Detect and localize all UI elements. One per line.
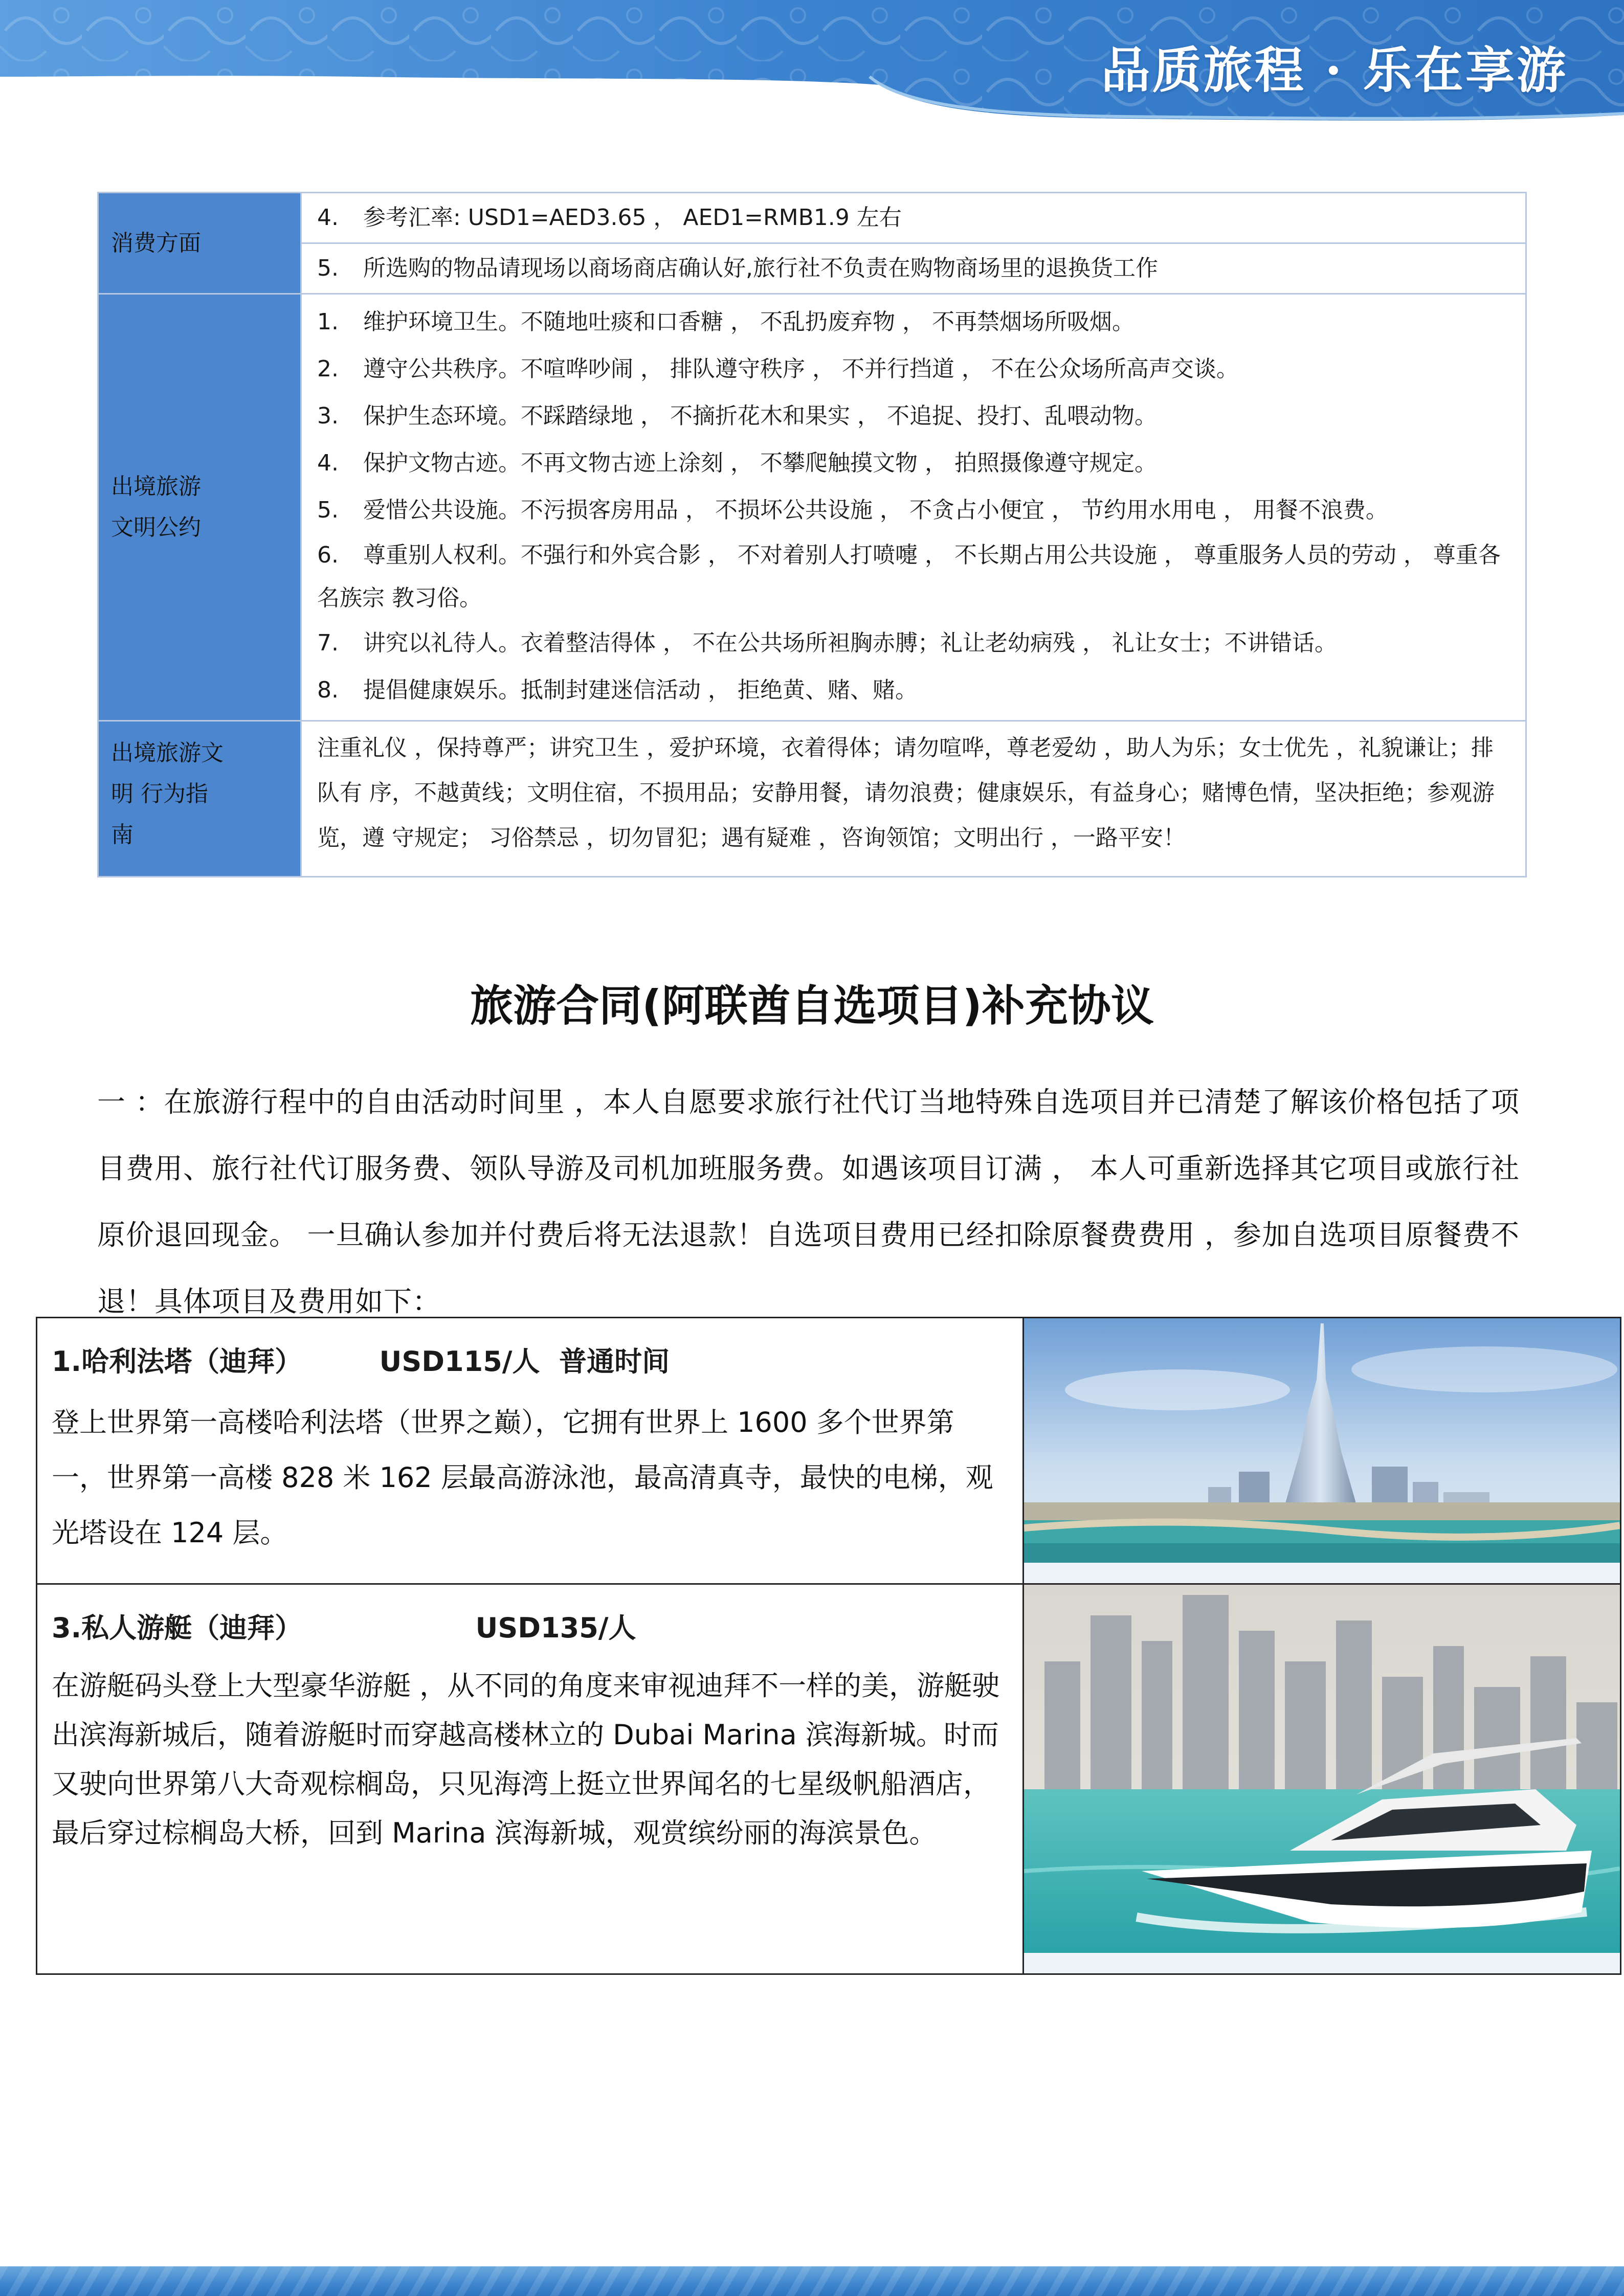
burj-khalifa-photo xyxy=(1024,1318,1621,1584)
row-label-consumption xyxy=(98,193,301,294)
row-label-text: 消费方面 xyxy=(111,230,201,256)
table-row xyxy=(37,1584,1621,1974)
row-label-convention xyxy=(98,294,301,721)
rule-text: 参考汇率: USD1=AED3.65 ， AED1=RMB1.9 左右 xyxy=(363,205,902,231)
row-label-line: 出境旅游文 xyxy=(111,740,224,766)
banner-slogan: 品质旅程 · 乐在享游 xyxy=(1101,41,1568,99)
list-item: 6. 尊重别人权利。不强行和外宾合影 ， 不对着别人打喷嚏 ， 不长期占用公共设施 ， 尊重服务人员的劳动 ， 尊重各名族宗 教习俗。 xyxy=(317,542,1501,611)
project-description: 在游艇码头登上大型豪华游艇 ，从不同的角度来审视迪拜不一样的美，游艇驶出滨海新城后，随着游艇时而穿越高楼林立的 Dubai Marina 滨海新城。时而又驶向世界第八大奇观棕榈岛，只见海湾上挺立世界闻名的七星级帆船酒店，最后穿过棕榈岛大桥，回到 Marina 滨海新城，观赏缤纷丽的海滨景色。 xyxy=(52,1670,1000,1849)
list-item: 1. 维护环境卫生。不随地吐痰和口香糖 ， 不乱扔废弃物 ， 不再禁烟场所吸烟。 xyxy=(317,309,1134,335)
list-item: 7. 讲究以礼待人。衣着整洁得体 ， 不在公共场所袒胸赤膊；礼让老幼病残 ， 礼让女士；不讲错话。 xyxy=(317,630,1337,656)
row-label-line: 出境旅游 xyxy=(111,474,201,500)
project-title: 3.私人游艇（迪拜） USD135/人 xyxy=(52,1612,636,1644)
list-item: 3. 保护生态环境。不踩踏绿地 ， 不摘折花木和果实 ， 不追捉、投打、乱喂动物。 xyxy=(317,403,1157,429)
rule-number: 4. xyxy=(317,205,339,231)
list-item: 5. 爱惜公共设施。不污损客房用品 ， 不损坏公共设施 ， 不贪占小便宜 ， 节约用水用电 ， 用餐不浪费。 xyxy=(317,497,1388,523)
project-title: 1.哈利法塔（迪拜） USD115/人 普通时间 xyxy=(52,1345,670,1378)
rule-item xyxy=(301,193,1526,243)
list-item: 4. 保护文物古迹。不再文物古迹上涂刻 ， 不攀爬触摸文物 ， 拍照摄像遵守规定。 xyxy=(317,450,1157,476)
table-row xyxy=(37,1318,1621,1584)
travel-rules-table xyxy=(97,192,1527,877)
rule-item xyxy=(301,243,1526,294)
row-label-line: 文明公约 xyxy=(111,514,201,541)
row-label-line: 明 行为指 xyxy=(111,781,208,807)
header-banner xyxy=(0,0,1624,153)
contract-intro: 一 ：在旅游行程中的自由活动时间里 ，本人自愿要求旅行社代订当地特殊自选项目并已清楚了解该价格包括了项目费用、旅行社代订服务费、领队导游及司机加班服务费。如遇该项目订满 ， 本人可重新选择其它项目或旅行社原价退回现金。 一旦确认参加并付费后将无法退款！自选项目费用已经扣除原餐费费用 ，参加自选项目原餐费不退！具体项目及费用如下： xyxy=(97,1086,1520,1318)
rule-number: 5. xyxy=(317,255,339,281)
convention-list xyxy=(301,294,1526,721)
project-cell xyxy=(37,1318,1024,1584)
list-item: 8. 提倡健康娱乐。抵制封建迷信活动 ， 拒绝黄、赌、赌。 xyxy=(317,677,918,703)
table-row xyxy=(98,193,1526,243)
project-cell xyxy=(37,1584,1024,1974)
optional-projects-table xyxy=(36,1317,1621,1975)
footer-band xyxy=(0,2266,1624,2296)
guide-text: 注重礼仪 ，保持尊严；讲究卫生 ，爱护环境，衣着得体；请勿喧哗，尊老爱幼 ，助人为乐；女士优先 ，礼貌谦让；排队有 序，不越黄线；文明住宿，不损用品；安静用餐，请勿浪费；健康娱乐，有益身心；赌博色情，坚决拒绝；参观游览，遵 守规定； 习俗禁忌 ，切勿冒犯；遇有疑难 ，咨询领馆；文明出行 ，一路平安！ xyxy=(301,721,1526,877)
table-row xyxy=(98,294,1526,721)
yacht-photo xyxy=(1024,1584,1621,1974)
project-description: 登上世界第一高楼哈利法塔（世界之巅），它拥有世界上 1600 多个世界第一，世界第一高楼 828 米 162 层最高游泳池，最高清真寺，最快的电梯，观光塔设在 124 层。 xyxy=(52,1406,993,1549)
table-row xyxy=(98,721,1526,877)
rule-text: 所选购的物品请现场以商场商店确认好,旅行社不负责在购物商场里的退换货工作 xyxy=(363,255,1158,281)
row-label-line: 南 xyxy=(111,822,134,848)
contract-title: 旅游合同(阿联酋自选项目)补充协议 xyxy=(470,981,1154,1031)
list-item: 2. 遵守公共秩序。不喧哗吵闹 ， 排队遵守秩序 ， 不并行挡道 ， 不在公众场所高声交谈。 xyxy=(317,356,1239,382)
row-label-guide xyxy=(98,721,301,877)
table-row xyxy=(98,243,1526,294)
